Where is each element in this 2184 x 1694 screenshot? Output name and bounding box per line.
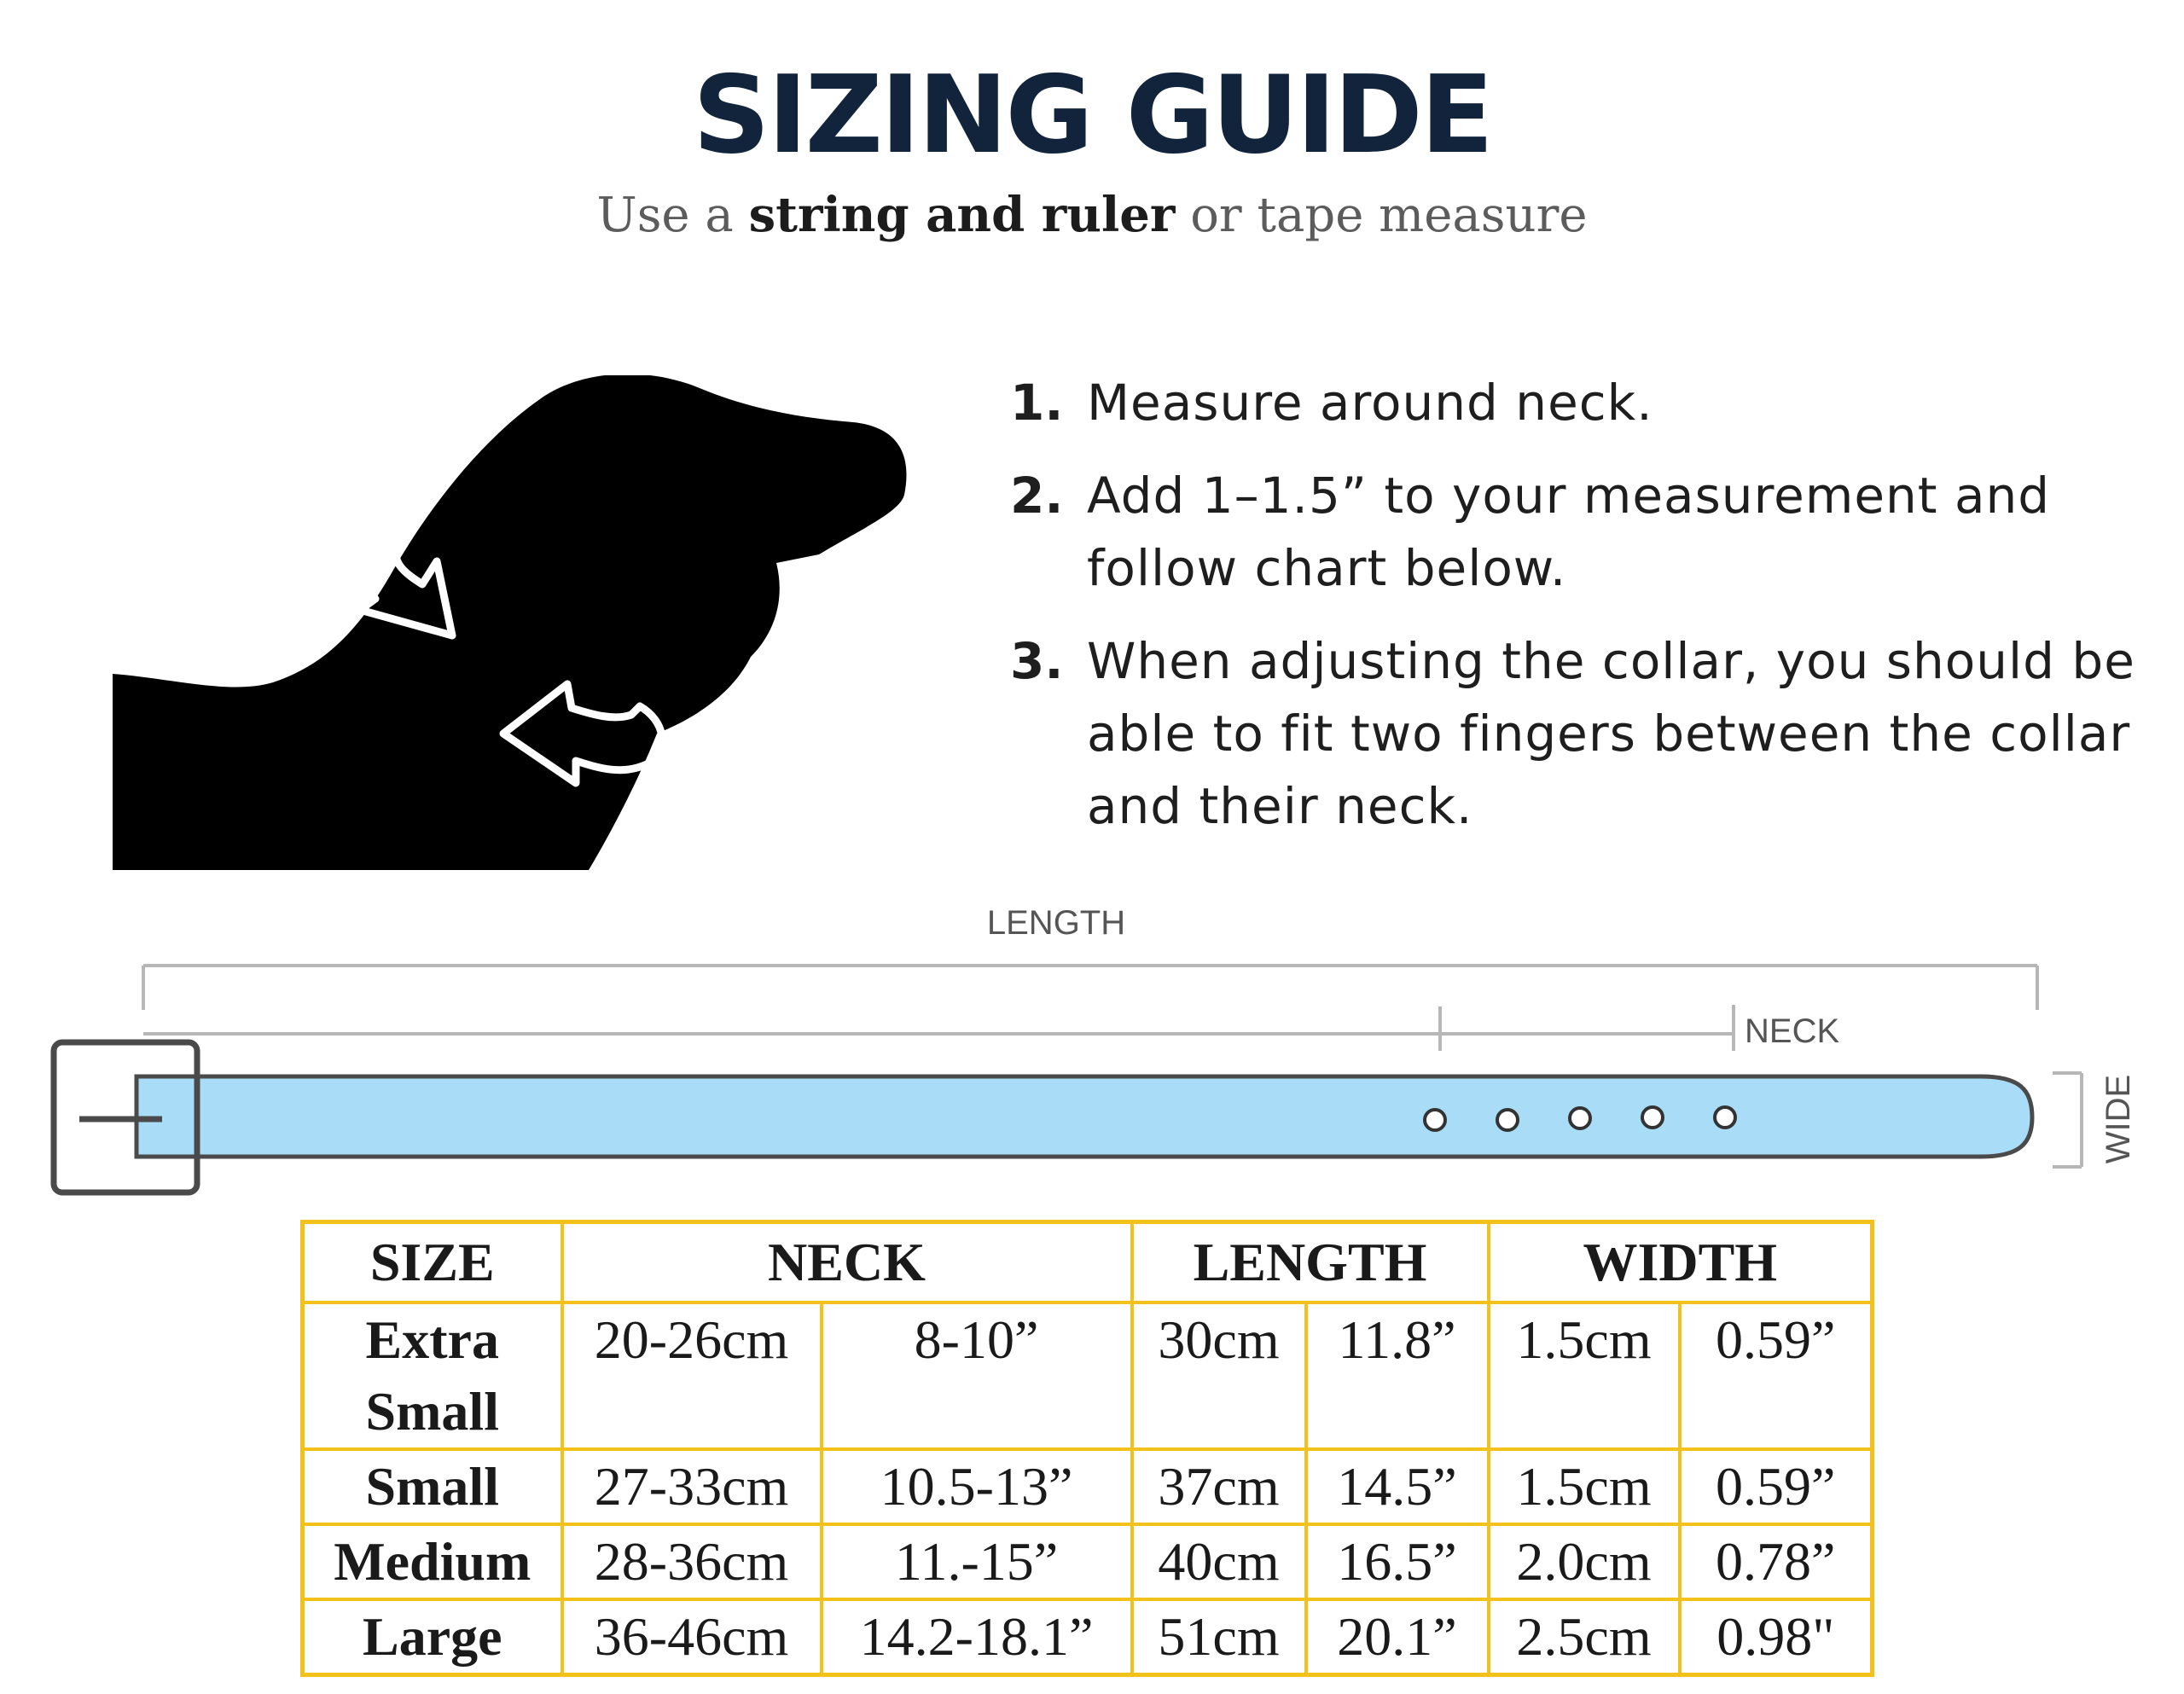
header-length: LENGTH	[1132, 1222, 1489, 1303]
neck-cm: 28-36cm	[562, 1524, 822, 1599]
page-subtitle	[0, 181, 2184, 250]
width-dimension-label: WIDE	[2100, 1074, 2137, 1164]
length-cm: 30cm	[1132, 1302, 1306, 1449]
neck-in: 14.2-18.1”	[822, 1599, 1132, 1675]
length-in: 14.5”	[1306, 1449, 1489, 1524]
step-text: Measure around neck.	[1087, 374, 1653, 432]
width-in: 0.59”	[1680, 1302, 1873, 1449]
dog-silhouette-illustration	[102, 375, 921, 887]
width-in: 0.59”	[1680, 1449, 1873, 1524]
size-name: Medium	[303, 1524, 562, 1599]
collar-hole	[1570, 1108, 1590, 1128]
width-cm: 2.0cm	[1489, 1524, 1680, 1599]
subtitle-emphasis: string and ruler	[748, 187, 1176, 243]
neck-cm: 36-46cm	[562, 1599, 822, 1675]
dog-silhouette-icon	[113, 375, 907, 870]
width-in: 0.78”	[1680, 1524, 1873, 1599]
collar-hole	[1715, 1107, 1735, 1128]
width-cm: 1.5cm	[1489, 1302, 1680, 1449]
step-number: 1.	[1010, 374, 1064, 432]
neck-in: 11.-15”	[822, 1524, 1132, 1599]
neck-cm: 27-33cm	[562, 1449, 822, 1524]
collar-hole	[1642, 1107, 1663, 1128]
table-row	[303, 1302, 1873, 1449]
size-name: Extra Small	[303, 1302, 562, 1449]
collar-strap	[136, 1076, 2032, 1157]
subtitle-intro: Use a	[596, 188, 749, 243]
size-chart-table	[300, 1220, 1874, 1677]
instruction-step-2	[1010, 460, 2153, 605]
instruction-step-3	[1010, 625, 2153, 843]
step-number: 2.	[1010, 467, 1064, 525]
width-cm: 1.5cm	[1489, 1449, 1680, 1524]
subtitle-rest: or tape measure	[1175, 188, 1588, 243]
instruction-step-1	[1010, 367, 2153, 439]
width-dimension-line	[2053, 1073, 2082, 1167]
table-row	[303, 1524, 1873, 1599]
page-title: SIZING GUIDE	[693, 52, 1491, 177]
table-row	[303, 1599, 1873, 1675]
size-name: Small	[303, 1449, 562, 1524]
neck-in: 10.5-13”	[822, 1449, 1132, 1524]
length-cm: 40cm	[1132, 1524, 1306, 1599]
length-cm: 51cm	[1132, 1599, 1306, 1675]
collar-diagram	[0, 904, 2184, 1211]
length-in: 20.1”	[1306, 1599, 1489, 1675]
step-text: Add 1–1.5” to your measurement and follow chart below.	[1087, 467, 2051, 597]
neck-dimension-line	[143, 1005, 1734, 1051]
table-header-row	[303, 1222, 1873, 1303]
length-dimension-label: LENGTH	[986, 904, 1126, 942]
length-in: 16.5”	[1306, 1524, 1489, 1599]
size-name: Large	[303, 1599, 562, 1675]
length-cm: 37cm	[1132, 1449, 1306, 1524]
length-in: 11.8”	[1306, 1302, 1489, 1449]
instruction-steps	[1010, 367, 2153, 863]
collar-hole	[1425, 1110, 1445, 1130]
length-dimension-line	[143, 966, 2037, 1010]
neck-cm: 20-26cm	[562, 1302, 822, 1449]
width-cm: 2.5cm	[1489, 1599, 1680, 1675]
step-text: When adjusting the collar, you should be able to fit two fingers between the collar and their neck.	[1087, 632, 2135, 835]
header-size: SIZE	[303, 1222, 562, 1303]
header-neck: NECK	[562, 1222, 1132, 1303]
step-number: 3.	[1010, 632, 1064, 690]
neck-dimension-label: NECK	[1745, 1012, 1840, 1050]
width-in: 0.98"	[1680, 1599, 1873, 1675]
neck-in: 8-10”	[822, 1302, 1132, 1449]
table-row	[303, 1449, 1873, 1524]
header-width: WIDTH	[1489, 1222, 1873, 1303]
collar-hole	[1497, 1110, 1518, 1130]
